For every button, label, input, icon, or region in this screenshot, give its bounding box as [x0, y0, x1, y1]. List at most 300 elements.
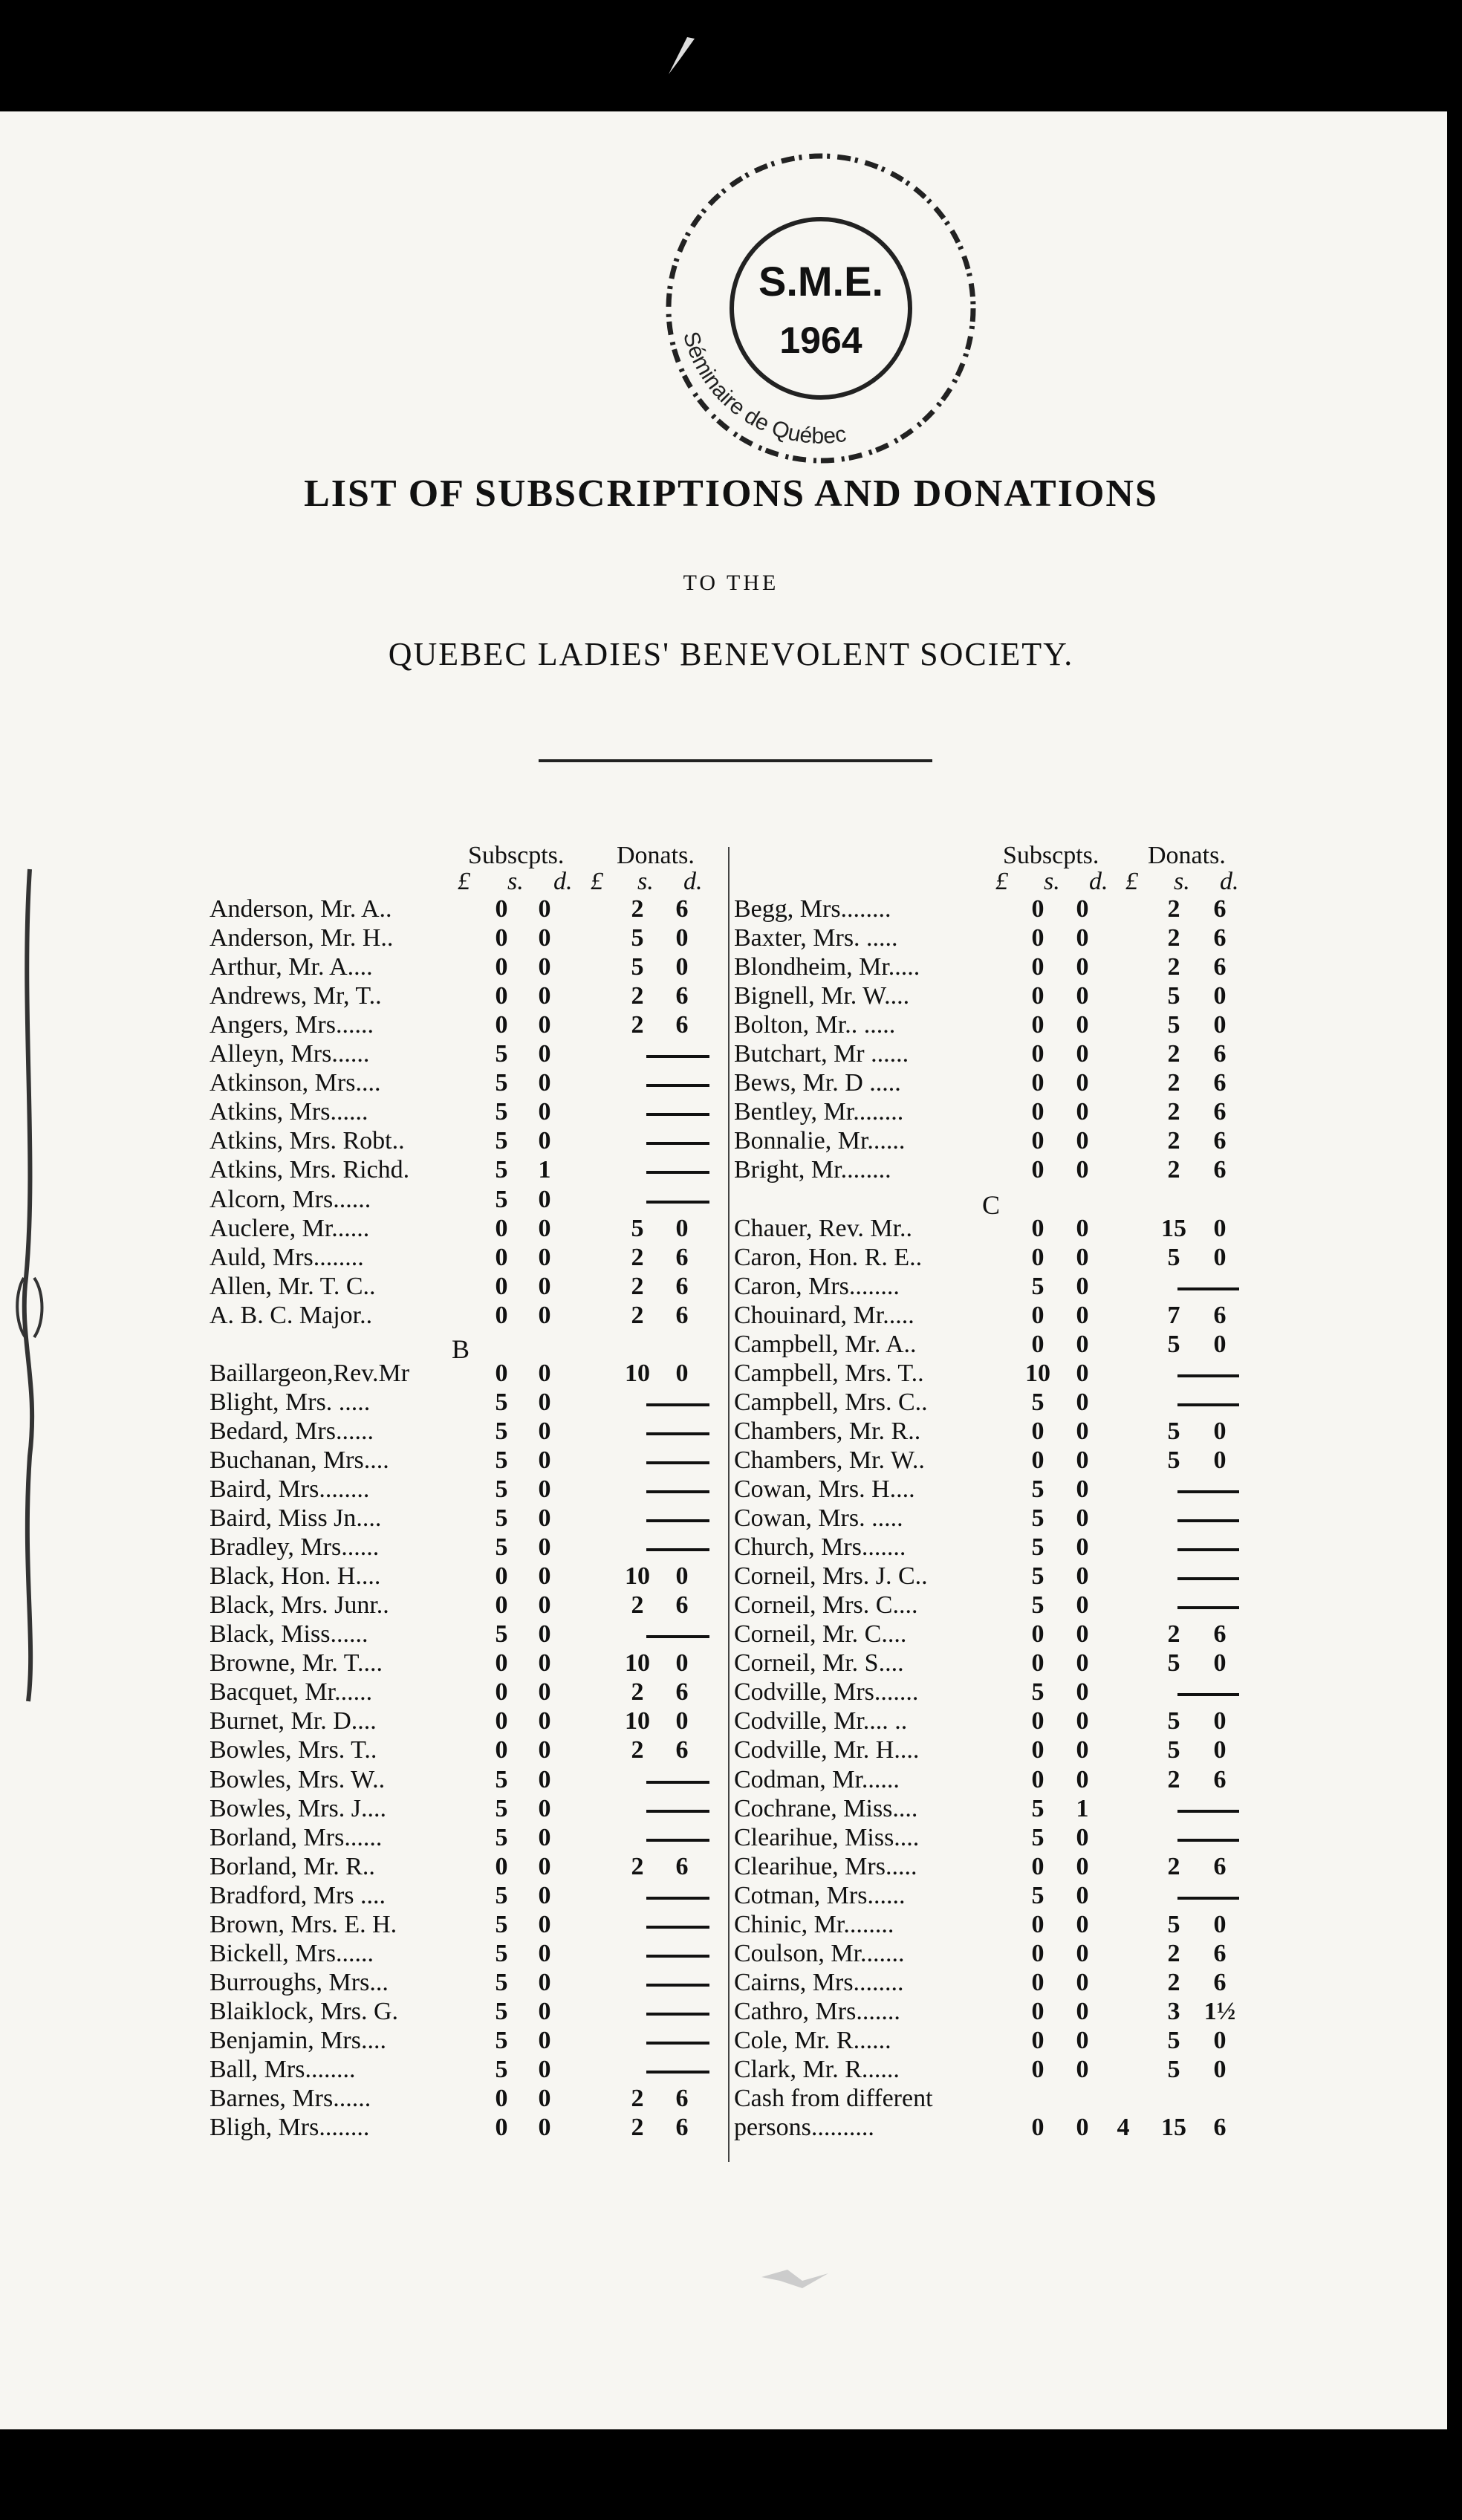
donation-pence: 6 — [675, 1852, 689, 1880]
subscription-pence: 0 — [538, 895, 551, 923]
donation-shillings: 5 — [1167, 1649, 1180, 1678]
entry-name: Campbell, Mrs. C.. — [734, 1388, 928, 1416]
subscription-pence: 0 — [538, 1707, 551, 1735]
subscription-pence: 0 — [538, 1852, 551, 1880]
subscription-pence: 0 — [538, 1939, 551, 1967]
subscription-pence: 0 — [1076, 1011, 1089, 1039]
subscription-shillings: 0 — [1031, 1069, 1044, 1097]
subscription-shillings: 5 — [495, 1823, 508, 1851]
donation-pence: 6 — [1213, 1098, 1227, 1126]
donation-dash — [646, 2071, 709, 2074]
donation-shillings: 2 — [1167, 1968, 1180, 1996]
donation-pence: 6 — [1213, 1069, 1227, 1097]
subscription-pence: 0 — [538, 1272, 551, 1300]
entry-name: Brown, Mrs. E. H. — [209, 1910, 397, 1938]
subscription-pence: 0 — [1076, 1881, 1089, 1909]
subscription-shillings: 5 — [1031, 1562, 1044, 1591]
donation-shillings: 10 — [625, 1359, 650, 1387]
donation-shillings: 5 — [1167, 1243, 1180, 1271]
subscription-pence: 0 — [1076, 1272, 1089, 1300]
subscription-pence: 0 — [538, 1765, 551, 1793]
subscription-pence: 0 — [1076, 1069, 1089, 1097]
subscription-pence: 0 — [538, 1910, 551, 1938]
subscription-shillings: 5 — [495, 1765, 508, 1793]
right-header-donats: Donats. — [1148, 842, 1226, 869]
subscription-shillings: 0 — [1031, 953, 1044, 981]
subscription-shillings: 0 — [495, 1243, 508, 1271]
donation-dash — [1177, 1897, 1239, 1900]
subscription-pence: 0 — [538, 1359, 551, 1387]
subscription-shillings: 0 — [1031, 1997, 1044, 2025]
subscription-shillings: 0 — [495, 924, 508, 952]
donation-pence: 0 — [1213, 1214, 1227, 1242]
entry-name: Auld, Mrs........ — [209, 1243, 364, 1271]
donation-shillings: 5 — [1167, 1330, 1180, 1358]
subscription-pence: 0 — [1076, 1678, 1089, 1706]
subscription-shillings: 0 — [1031, 1098, 1044, 1126]
donation-shillings: 2 — [631, 1011, 644, 1039]
donation-dash — [1177, 1403, 1239, 1406]
subscription-shillings: 0 — [1031, 1127, 1044, 1155]
donation-shillings: 5 — [1167, 1011, 1180, 1039]
subscription-shillings: 5 — [495, 1533, 508, 1562]
donation-pence: 6 — [675, 1011, 689, 1039]
subscription-pence: 0 — [1076, 1591, 1089, 1620]
right-header-s1: s. — [1044, 868, 1060, 895]
entry-name: Bradford, Mrs .... — [209, 1881, 386, 1909]
entry-name: Bligh, Mrs........ — [209, 2114, 370, 2142]
donation-dash — [646, 1635, 709, 1638]
subscription-pence: 0 — [538, 982, 551, 1010]
subscription-pence: 1 — [538, 1156, 551, 1184]
subscription-shillings: 5 — [495, 1069, 508, 1097]
subscription-shillings: 5 — [1031, 1533, 1044, 1562]
donation-pence: 0 — [675, 1707, 689, 1735]
subscription-shillings: 5 — [495, 2026, 508, 2054]
donation-shillings: 2 — [1167, 895, 1180, 923]
subscription-pence: 0 — [1076, 924, 1089, 952]
subscription-shillings: 5 — [1031, 1504, 1044, 1533]
entry-name: Bedard, Mrs...... — [209, 1417, 374, 1445]
donation-pence: 6 — [675, 1678, 689, 1706]
donation-pence: 6 — [675, 1243, 689, 1271]
donation-dash — [1177, 1287, 1239, 1290]
donation-shillings: 7 — [1167, 1301, 1180, 1329]
entry-name: Baird, Mrs........ — [209, 1475, 370, 1503]
subscription-pence: 0 — [1076, 953, 1089, 981]
donation-dash — [646, 1432, 709, 1435]
subscription-pence: 0 — [1076, 2056, 1089, 2083]
subscription-shillings: 5 — [1031, 1823, 1044, 1851]
donation-dash — [1177, 1693, 1239, 1696]
donation-shillings: 2 — [1167, 1069, 1180, 1097]
donation-pence: 0 — [1213, 1707, 1227, 1735]
donation-pence: 6 — [1213, 1968, 1227, 1996]
column-divider — [728, 847, 730, 2162]
subscription-shillings: 0 — [1031, 1301, 1044, 1329]
subscription-pence: 0 — [538, 1968, 551, 1996]
title-rule — [539, 759, 932, 762]
donation-shillings: 2 — [1167, 1098, 1180, 1126]
subscription-pence: 0 — [1076, 982, 1089, 1010]
entry-name: Bickell, Mrs...... — [209, 1939, 374, 1967]
donation-dash — [646, 1142, 709, 1145]
entry-name: Blaiklock, Mrs. G. — [209, 1997, 399, 2025]
subscription-pence: 0 — [538, 1997, 551, 2025]
subscription-shillings: 0 — [1031, 1736, 1044, 1764]
donation-pence: 6 — [1213, 953, 1227, 981]
donation-dash — [646, 1490, 709, 1493]
entry-name: Anderson, Mr. H.. — [209, 924, 394, 952]
entry-name: Black, Miss...... — [209, 1620, 368, 1649]
stamp-ring-text: Séminaire de Québec — [678, 328, 848, 449]
donation-pence: 0 — [1213, 1330, 1227, 1358]
donation-shillings: 5 — [631, 924, 644, 952]
subscription-shillings: 5 — [495, 1417, 508, 1445]
entry-name: Black, Hon. H.... — [209, 1562, 381, 1591]
donation-pence: 6 — [1213, 1620, 1227, 1649]
entry-name: Bentley, Mr........ — [734, 1098, 904, 1126]
donation-shillings: 5 — [1167, 982, 1180, 1010]
entry-name: Butchart, Mr ...... — [734, 1040, 909, 1068]
donation-shillings: 5 — [631, 953, 644, 981]
donation-pence: 6 — [1213, 895, 1227, 923]
subscription-shillings: 5 — [1031, 1591, 1044, 1620]
entry-name: Codman, Mr...... — [734, 1765, 900, 1793]
entry-name: Corneil, Mr. C.... — [734, 1620, 907, 1649]
entry-name: Chambers, Mr. R.. — [734, 1417, 921, 1445]
subscription-pence: 0 — [538, 953, 551, 981]
subscription-shillings: 10 — [1025, 1359, 1050, 1387]
entry-name: Chambers, Mr. W.. — [734, 1446, 925, 1474]
donation-dash — [646, 1781, 709, 1784]
entry-name: Campbell, Mr. A.. — [734, 1330, 917, 1358]
donation-shillings: 5 — [1167, 1446, 1180, 1474]
subscription-shillings: 0 — [1031, 1910, 1044, 1938]
subscription-pence: 0 — [1076, 1098, 1089, 1126]
subscription-shillings: 5 — [495, 1475, 508, 1503]
donation-shillings: 2 — [1167, 1040, 1180, 1068]
subscription-pence: 0 — [538, 1823, 551, 1851]
donation-dash — [646, 1113, 709, 1116]
subscription-pence: 0 — [1076, 1388, 1089, 1416]
subscription-shillings: 0 — [1031, 1707, 1044, 1735]
subscription-shillings: 5 — [1031, 1794, 1044, 1822]
entry-name: Bowles, Mrs. W.. — [209, 1765, 386, 1793]
subscription-pence: 0 — [1076, 1649, 1089, 1678]
subscription-pence: 0 — [538, 1475, 551, 1503]
subscription-shillings: 0 — [495, 895, 508, 923]
entry-name: Cole, Mr. R...... — [734, 2026, 891, 2054]
donation-pence: 0 — [675, 1359, 689, 1387]
donation-dash — [646, 1084, 709, 1087]
subscription-shillings: 5 — [495, 1504, 508, 1533]
subscription-pence: 0 — [538, 1243, 551, 1271]
donation-pence: 6 — [1213, 1939, 1227, 1967]
subscription-shillings: 0 — [1031, 1417, 1044, 1445]
donation-pence: 0 — [1213, 2026, 1227, 2054]
subscription-pence: 0 — [1076, 1562, 1089, 1591]
donation-pence: 0 — [1213, 982, 1227, 1010]
donation-pence: 6 — [1213, 1156, 1227, 1184]
left-header-d1: d. — [553, 868, 573, 895]
entry-name: Cowan, Mrs. ..... — [734, 1504, 903, 1533]
entry-name: Bradley, Mrs...... — [209, 1533, 380, 1562]
donation-pence: 6 — [1213, 1127, 1227, 1155]
donation-dash — [646, 1519, 709, 1522]
subscription-shillings: 0 — [495, 1852, 508, 1880]
left-header-pound1: £ — [458, 868, 470, 895]
donation-dash — [646, 1810, 709, 1813]
donation-shillings: 3 — [1167, 1997, 1180, 2025]
donation-pence: 0 — [675, 1214, 689, 1242]
subscription-pence: 0 — [1076, 2026, 1089, 2054]
donation-shillings: 2 — [1167, 953, 1180, 981]
subscription-shillings: 0 — [495, 2114, 508, 2142]
donation-pence: 0 — [1213, 1417, 1227, 1445]
donation-pence: 6 — [675, 1301, 689, 1329]
left-header-subscpts: Subscpts. — [468, 842, 565, 869]
society-name: QUEBEC LADIES' BENEVOLENT SOCIETY. — [388, 636, 1074, 672]
subscription-pence: 0 — [538, 1185, 551, 1213]
entry-name: Caron, Mrs........ — [734, 1272, 900, 1300]
subscription-shillings: 0 — [1031, 1649, 1044, 1678]
subscription-shillings: 0 — [495, 1736, 508, 1764]
subscription-pence: 0 — [538, 1388, 551, 1416]
donation-dash — [1177, 1606, 1239, 1609]
donation-shillings: 2 — [631, 1591, 644, 1620]
donation-dash — [646, 2042, 709, 2045]
subscription-shillings: 5 — [495, 1997, 508, 2025]
donation-shillings: 2 — [1167, 1939, 1180, 1967]
entry-name: Anderson, Mr. A.. — [209, 895, 392, 923]
donation-shillings: 2 — [1167, 924, 1180, 952]
subscription-pence: 0 — [538, 1620, 551, 1649]
subscription-shillings: 5 — [495, 1388, 508, 1416]
subscription-pence: 0 — [538, 1881, 551, 1909]
donation-shillings: 2 — [631, 1301, 644, 1329]
subscription-pence: 0 — [1076, 1127, 1089, 1155]
subscription-pence: 0 — [1076, 1446, 1089, 1474]
donation-shillings: 5 — [1167, 1707, 1180, 1735]
donation-pence: 0 — [1213, 1649, 1227, 1678]
subscription-pence: 0 — [1076, 1330, 1089, 1358]
entry-name: Blondheim, Mr..... — [734, 953, 920, 981]
document-title: LIST OF SUBSCRIPTIONS AND DONATIONS — [304, 472, 1158, 515]
binding-curl-decoration — [15, 862, 45, 1709]
subscription-pence: 0 — [1076, 1823, 1089, 1851]
donation-pence: 6 — [675, 1736, 689, 1764]
right-header-d1: d. — [1089, 868, 1108, 895]
subscription-pence: 0 — [538, 1098, 551, 1126]
stamp-line2: 1964 — [779, 319, 862, 361]
entry-name: Atkinson, Mrs.... — [209, 1069, 381, 1097]
left-header-d2: d. — [683, 868, 703, 895]
entry-name: Bolton, Mr.. ..... — [734, 1011, 896, 1039]
subscription-pence: 0 — [1076, 1359, 1089, 1387]
entry-name: Benjamin, Mrs.... — [209, 2026, 386, 2054]
donation-dash — [646, 2013, 709, 2016]
entry-name: Burroughs, Mrs... — [209, 1968, 389, 1996]
donation-pence: 6 — [1213, 924, 1227, 952]
entry-name: Baxter, Mrs. ..... — [734, 924, 898, 952]
subscription-pence: 0 — [1076, 895, 1089, 923]
entry-name: Begg, Mrs........ — [734, 895, 891, 923]
donation-pence: 6 — [1213, 1852, 1227, 1880]
subscription-pence: 0 — [1076, 1910, 1089, 1938]
subscription-shillings: 0 — [1031, 1243, 1044, 1271]
entry-name: Clearihue, Miss.... — [734, 1823, 920, 1851]
entry-name: Bignell, Mr. W.... — [734, 982, 910, 1010]
entry-name: Bews, Mr. D ..... — [734, 1069, 901, 1097]
entry-name: Auclere, Mr...... — [209, 1214, 370, 1242]
subscription-shillings: 0 — [495, 982, 508, 1010]
donation-shillings: 2 — [631, 895, 644, 923]
donation-dash — [646, 1055, 709, 1058]
subscription-shillings: 5 — [495, 1939, 508, 1967]
entry-name: Caron, Hon. R. E.. — [734, 1243, 923, 1271]
donation-shillings: 2 — [631, 1736, 644, 1764]
entry-name: Clark, Mr. R...... — [734, 2056, 900, 2083]
donation-dash — [646, 1171, 709, 1174]
donation-dash — [646, 1403, 709, 1406]
donation-dash — [1177, 1548, 1239, 1551]
subscription-pence: 0 — [538, 1446, 551, 1474]
subscription-pence: 0 — [1076, 1243, 1089, 1271]
donation-pence: 0 — [1213, 1011, 1227, 1039]
donation-dash — [646, 1461, 709, 1464]
entry-name: Ball, Mrs........ — [209, 2056, 356, 2083]
subscription-pence: 1 — [1076, 1794, 1089, 1822]
subscription-shillings: 0 — [495, 1301, 508, 1329]
subscription-pence: 0 — [538, 2114, 551, 2142]
subscription-shillings: 0 — [1031, 924, 1044, 952]
donation-shillings: 2 — [631, 1852, 644, 1880]
subscription-pence: 0 — [1076, 1156, 1089, 1184]
donation-shillings: 10 — [625, 1707, 650, 1735]
subscription-pence: 0 — [538, 1504, 551, 1533]
subscription-pence: 0 — [1076, 1968, 1089, 1996]
donation-dash — [1177, 1374, 1239, 1377]
donation-shillings: 15 — [1161, 2114, 1186, 2142]
subscription-pence: 0 — [1076, 1765, 1089, 1793]
subscription-pence: 0 — [538, 1533, 551, 1562]
donation-shillings: 2 — [631, 1243, 644, 1271]
subscription-shillings: 0 — [1031, 2026, 1044, 2054]
entry-name: Chinic, Mr........ — [734, 1910, 894, 1938]
subscription-shillings: 5 — [1031, 1881, 1044, 1909]
subscription-shillings: 0 — [1031, 1852, 1044, 1880]
entry-name: Codville, Mr. H.... — [734, 1736, 920, 1764]
entry-name: Corneil, Mrs. J. C.. — [734, 1562, 928, 1591]
entry-name: Borland, Mrs...... — [209, 1823, 383, 1851]
library-stamp — [639, 149, 981, 475]
subscription-shillings: 5 — [495, 1156, 508, 1184]
donation-shillings: 2 — [631, 2114, 644, 2142]
entry-name: Angers, Mrs...... — [209, 1011, 374, 1039]
donation-dash — [646, 1548, 709, 1551]
donation-shillings: 5 — [1167, 2056, 1180, 2083]
subscription-shillings: 0 — [495, 1678, 508, 1706]
entry-name: Arthur, Mr. A.... — [209, 953, 373, 981]
subscription-shillings: 0 — [495, 1707, 508, 1735]
subscription-shillings: 5 — [495, 1185, 508, 1213]
subscription-shillings: 0 — [1031, 1446, 1044, 1474]
donation-dash — [1177, 1810, 1239, 1813]
donation-dash — [646, 1201, 709, 1204]
donation-shillings: 5 — [1167, 1910, 1180, 1938]
subscription-pence: 0 — [1076, 2114, 1089, 2142]
subscription-shillings: 5 — [1031, 1388, 1044, 1416]
subscription-shillings: 0 — [1031, 1214, 1044, 1242]
donation-dash — [646, 1926, 709, 1929]
subscription-shillings: 5 — [495, 1040, 508, 1068]
entry-name: Bonnalie, Mr...... — [734, 1127, 906, 1155]
right-header-subscpts: Subscpts. — [1003, 842, 1099, 869]
right-header-pound2: £ — [1125, 868, 1138, 895]
subscription-pence: 0 — [538, 1562, 551, 1591]
donation-pence: 6 — [1213, 1040, 1227, 1068]
top-scan-mark — [654, 30, 706, 82]
entry-name: Atkins, Mrs. Robt.. — [209, 1127, 405, 1155]
donation-shillings: 2 — [631, 1272, 644, 1300]
entry-name: Atkins, Mrs...... — [209, 1098, 368, 1126]
subscription-shillings: 0 — [1031, 2114, 1044, 2142]
entry-name: Cathro, Mrs....... — [734, 1997, 900, 2025]
donation-shillings: 5 — [631, 1214, 644, 1242]
donation-pence: 0 — [1213, 1910, 1227, 1938]
donation-shillings: 2 — [631, 982, 644, 1010]
section-letter-c: C — [982, 1190, 1001, 1220]
bottom-scan-mark — [758, 2258, 832, 2296]
donation-pounds: 4 — [1117, 2114, 1130, 2142]
subscription-pence: 0 — [1076, 1417, 1089, 1445]
entry-name: Codville, Mrs....... — [734, 1678, 919, 1706]
donation-dash — [1177, 1577, 1239, 1580]
donation-shillings: 5 — [1167, 2026, 1180, 2054]
donation-shillings: 2 — [1167, 1127, 1180, 1155]
entry-name: Clearihue, Mrs..... — [734, 1852, 917, 1880]
right-header-s2: s. — [1174, 868, 1190, 895]
subscription-shillings: 0 — [495, 953, 508, 981]
donation-pence: 0 — [1213, 2056, 1227, 2083]
entry-name: Barnes, Mrs...... — [209, 2085, 371, 2113]
donation-shillings: 2 — [1167, 1765, 1180, 1793]
subscription-pence: 0 — [1076, 1736, 1089, 1764]
subscription-pence: 0 — [1076, 1620, 1089, 1649]
donation-pence: 6 — [1213, 1301, 1227, 1329]
subscription-shillings: 0 — [1031, 2056, 1044, 2083]
donation-shillings: 5 — [1167, 1736, 1180, 1764]
subscription-pence: 0 — [538, 924, 551, 952]
donation-pence: 6 — [675, 1591, 689, 1620]
subscription-shillings: 5 — [495, 1127, 508, 1155]
entry-name: Cairns, Mrs........ — [734, 1968, 904, 1996]
left-header-s2: s. — [637, 868, 654, 895]
subscription-shillings: 0 — [1031, 1330, 1044, 1358]
subscription-shillings: 0 — [495, 1591, 508, 1620]
donation-pence: 0 — [675, 924, 689, 952]
entry-name: Blight, Mrs. ..... — [209, 1388, 371, 1416]
right-header-d2: d. — [1220, 868, 1239, 895]
subscription-pence: 0 — [538, 1127, 551, 1155]
subscription-pence: 0 — [538, 1301, 551, 1329]
subscription-pence: 0 — [538, 1040, 551, 1068]
subscription-shillings: 5 — [495, 1910, 508, 1938]
subscription-shillings: 0 — [1031, 1156, 1044, 1184]
subscription-pence: 0 — [1076, 1475, 1089, 1503]
subscription-shillings: 0 — [1031, 1939, 1044, 1967]
